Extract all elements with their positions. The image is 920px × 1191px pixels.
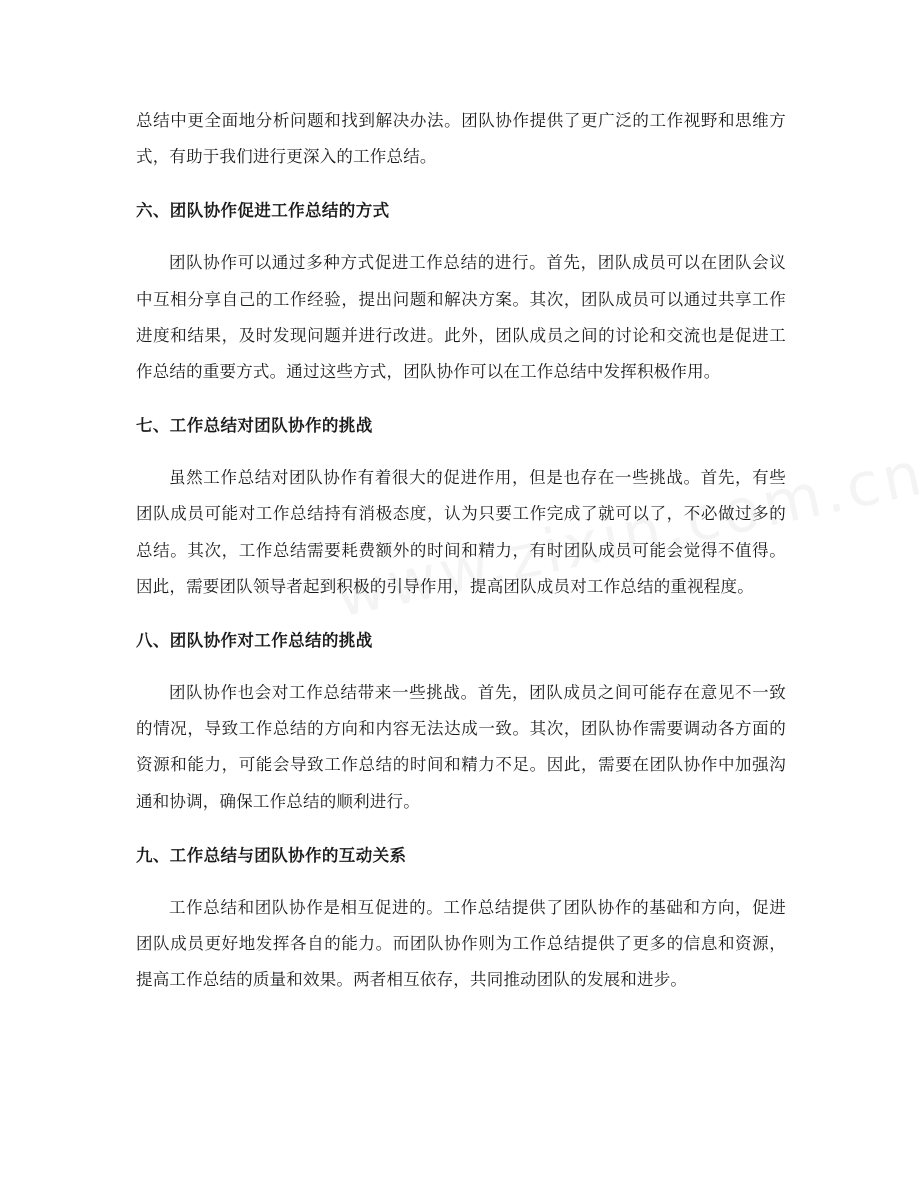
- paragraph-section-6: 团队协作可以通过多种方式促进工作总结的进行。首先，团队成员可以在团队会议中互相分享自己的工作经验，提出问题和解决方案。其次，团队成员可以通过共享工作进度和结果，及时发现问题并进行改进。此外，团队成员之间的讨论和交流也是促进工作总结的重要方式。通过这些方式，团队协作可以在工作总结中发挥积极作用。: [136, 253, 786, 382]
- paragraph-continuation: 总结中更全面地分析问题和找到解决办法。团队协作提供了更广泛的工作视野和思维方式，有助于我们进行更深入的工作总结。: [136, 111, 786, 167]
- document-body: [136, 103, 786, 998]
- paragraph-section-8: 团队协作也会对工作总结带来一些挑战。首先，团队成员之间可能存在意见不一致的情况，导致工作总结的方向和内容无法达成一致。其次，团队协作需要调动各方面的资源和能力，可能会导致工作总结的时间和精力不足。因此，需要在团队协作中加强沟通和协调，确保工作总结的顺利进行。: [136, 683, 786, 811]
- section-heading-8: 八、团队协作对工作总结的挑战: [136, 631, 373, 651]
- section-heading-6: 六、团队协作促进工作总结的方式: [136, 201, 390, 221]
- paragraph-section-7: 虽然工作总结对团队协作有着很大的促进作用，但是也存在一些挑战。首先，有些团队成员可能对工作总结持有消极态度，认为只要工作完成了就可以了，不必做过多的总结。其次，工作总结需要耗费额外的时间和精力，有时团队成员可能会觉得不值得。因此，需要团队领导者起到积极的引导作用，提高团队成员对工作总结的重视程度。: [136, 468, 786, 596]
- section-heading-7: 七、工作总结对团队协作的挑战: [136, 416, 373, 436]
- paragraph-section-9: 工作总结和团队协作是相互促进的。工作总结提供了团队协作的基础和方向，促进团队成员更好地发挥各自的能力。而团队协作则为工作总结提供了更多的信息和资源，提高工作总结的质量和效果。两者相互依存，共同推动团队的发展和进步。: [136, 897, 786, 990]
- section-heading-9: 九、工作总结与团队协作的互动关系: [136, 845, 407, 865]
